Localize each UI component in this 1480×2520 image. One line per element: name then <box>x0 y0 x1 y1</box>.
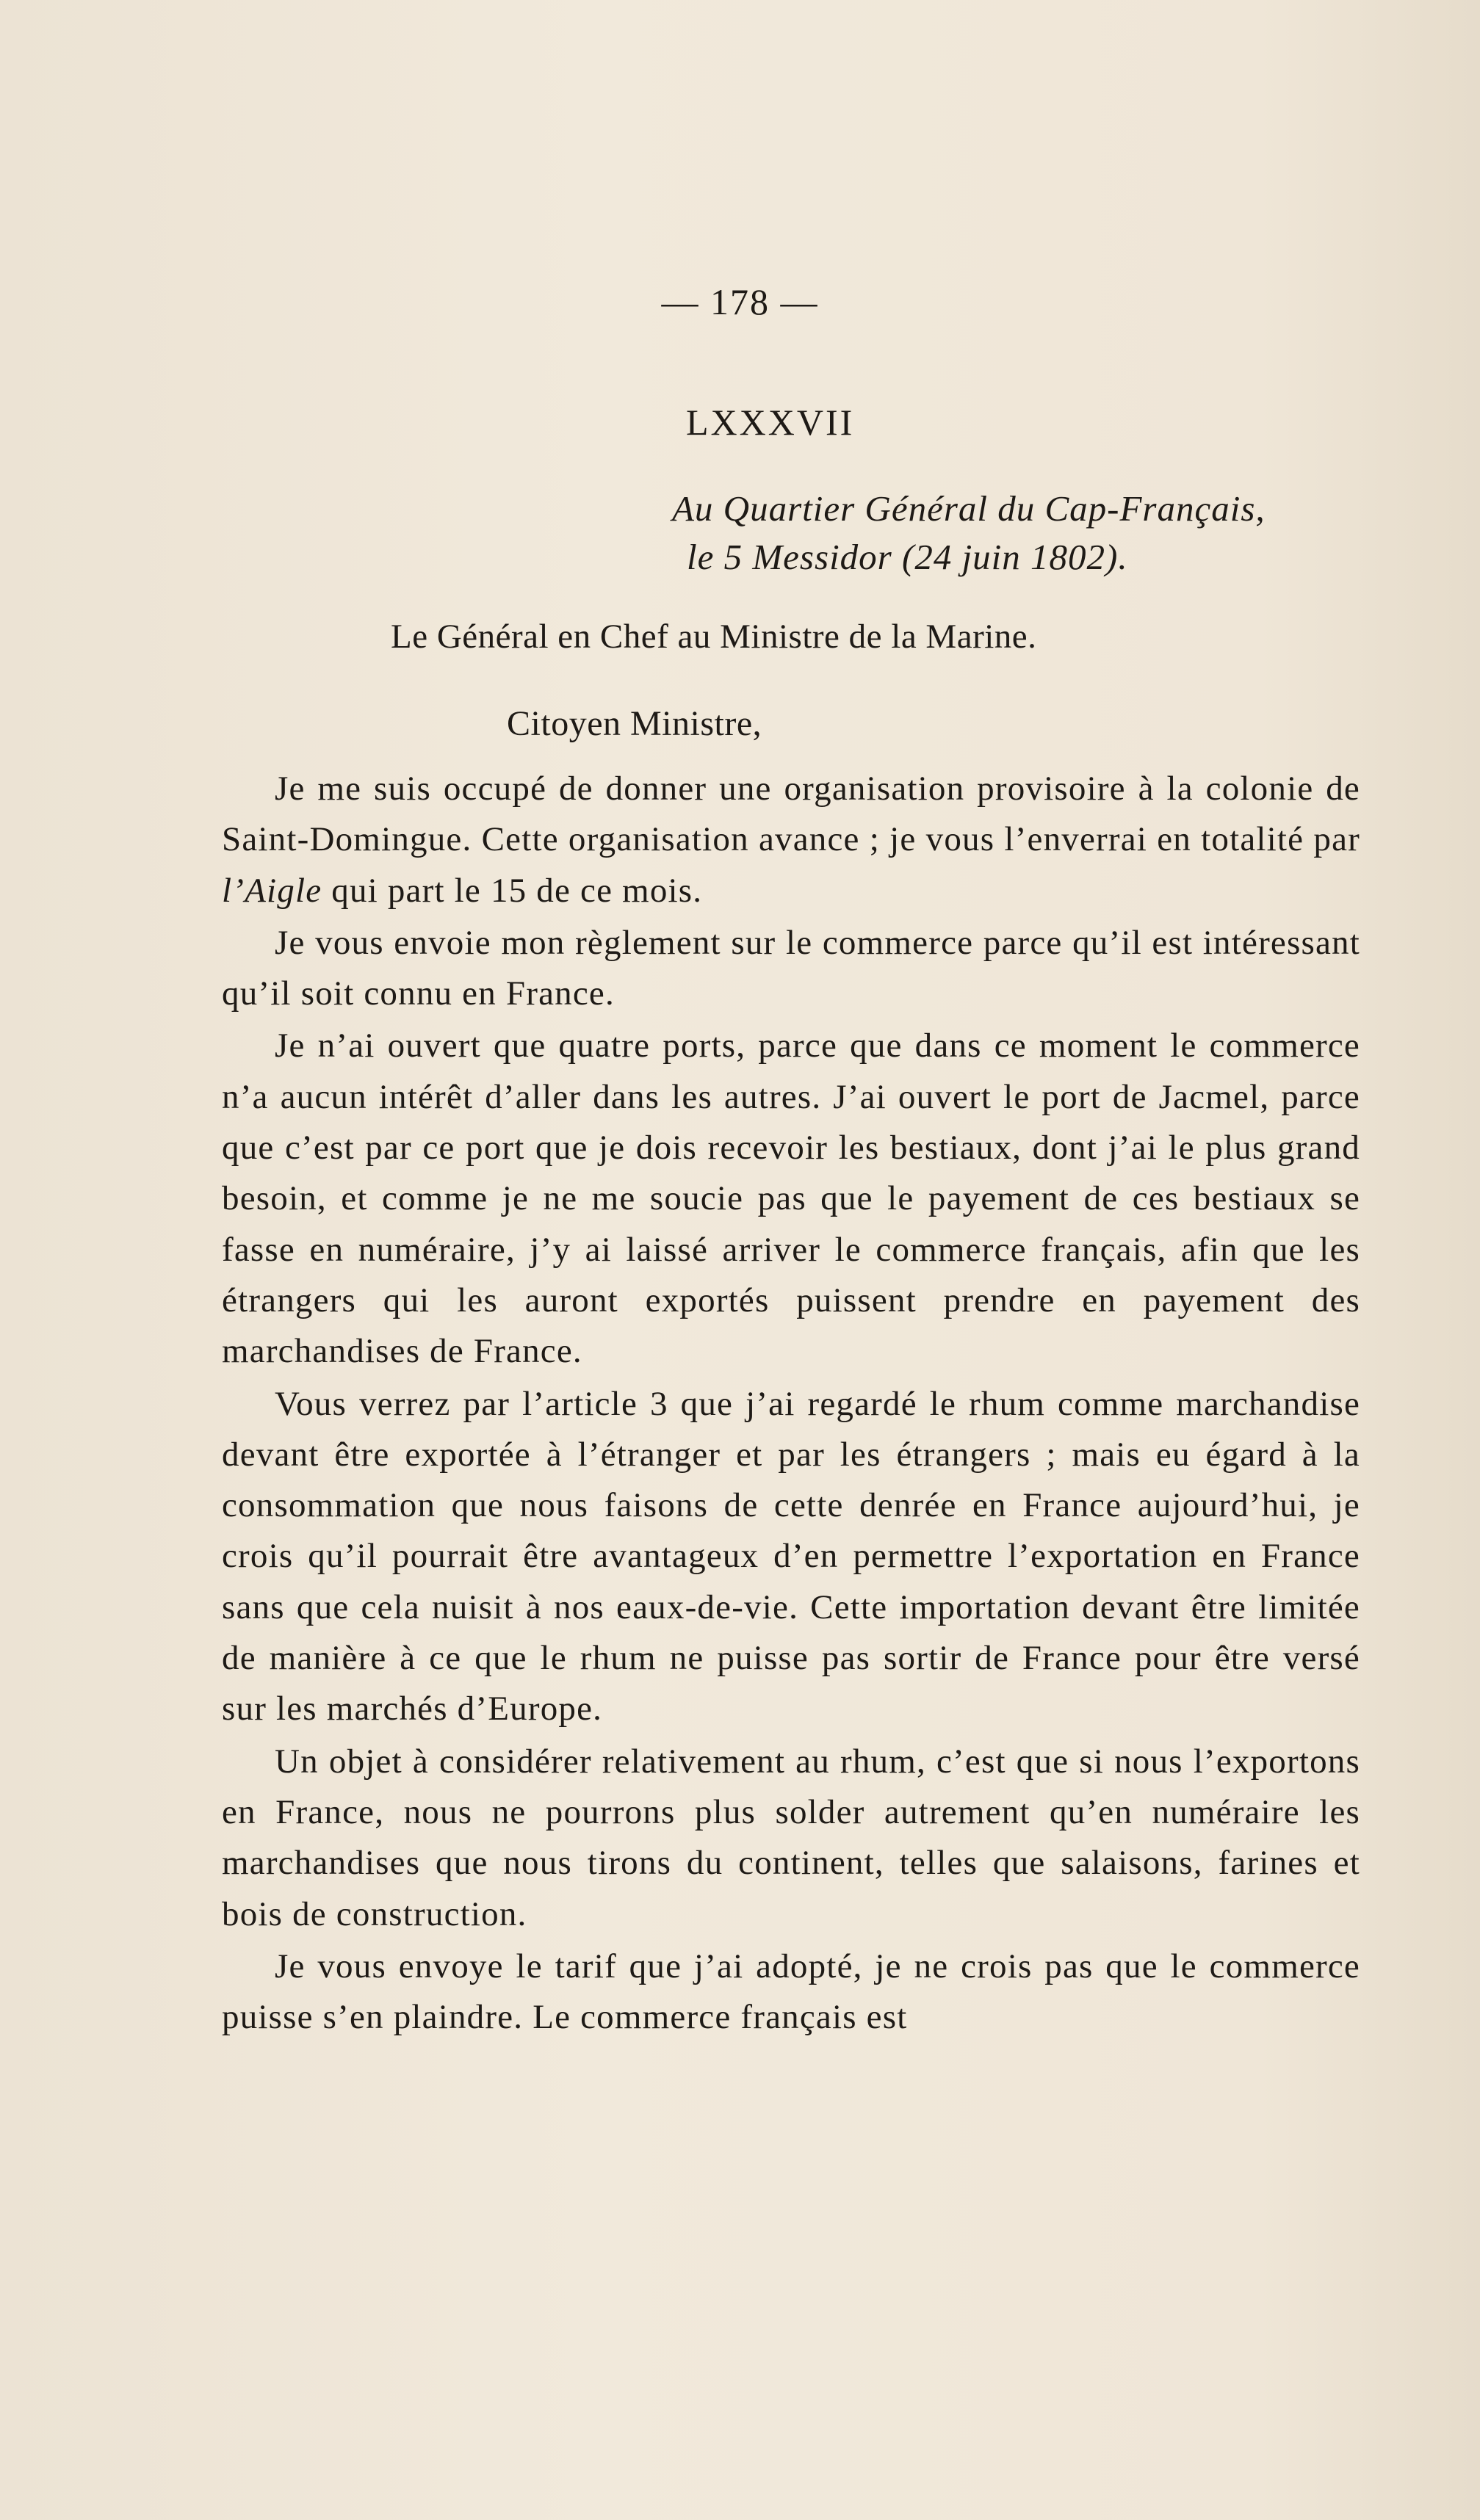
dateline <box>672 485 1266 582</box>
paragraph: Vous verrez par l’article 3 que j’ai regardé le rhum comme marchandise devant être exportée à l’étranger et par les étrangers ; mais eu égard à la consommation que nous faisons de cette denrée en France aujourd’hui, je crois qu’il pourrait être avantageux d’en permettre l’exportation en France sans que cela nuisit à nos eaux-de-vie. Cette importation devant être limitée de manière à ce que le rhum ne puisse pas sortir de France pour être versé sur les marchés d’Europe. <box>222 1384 1360 1728</box>
ship-name: l’Aigle <box>222 871 322 910</box>
letter-salutation: Citoyen Ministre, <box>507 704 762 743</box>
paragraph: Je vous envoie mon règlement sur le commerce parce qu’il est intéressant qu’il soit connu en France. <box>222 923 1360 1013</box>
paragraph: Je vous envoye le tarif que j’ai adopté, je ne crois pas que le commerce puisse s’en plaindre. Le commerce français est <box>222 1947 1360 2037</box>
paragraph-text: qui part le 15 de ce mois. <box>322 871 703 910</box>
letter-body <box>222 764 1360 2044</box>
letter-addressee: Le Général en Chef au Ministre de la Marine. <box>391 618 1037 656</box>
paragraph <box>222 764 1360 916</box>
paragraph: Un objet à considérer relativement au rhum, c’est que si nous l’exportons en France, nous ne pourrons plus solder autrement qu’en numéraire les marchandises que nous tirons du continent, telles que salaisons, farines et bois de construction. <box>222 1742 1360 1933</box>
dateline-place: Au Quartier Général du Cap-Français, <box>672 488 1266 529</box>
letter-number: LXXXVII <box>686 402 855 443</box>
paragraph: Je n’ai ouvert que quatre ports, parce que dans ce moment le commerce n’a aucun intérêt d’aller dans les autres. J’ai ouvert le port de Jacmel, parce que c’est par ce port que je dois recevoir les bestiaux, dont j’ai le plus grand besoin, et comme je ne me soucie pas que le payement de ces bestiaux se fasse en numéraire, j’y ai laissé arriver le commerce français, afin que les étrangers qui les auront exportés puissent prendre en payement des marchandises de France. <box>222 1027 1360 1371</box>
page-number: — 178 — <box>661 281 819 322</box>
paragraph-text: Je me suis occupé de donner une organisation provisoire à la colonie de Saint-Domingue. Cette organisation avance ; je vous l’enverrai en totalité par <box>222 770 1360 859</box>
dateline-date: le 5 Messidor (24 juin 1802). <box>687 537 1128 577</box>
